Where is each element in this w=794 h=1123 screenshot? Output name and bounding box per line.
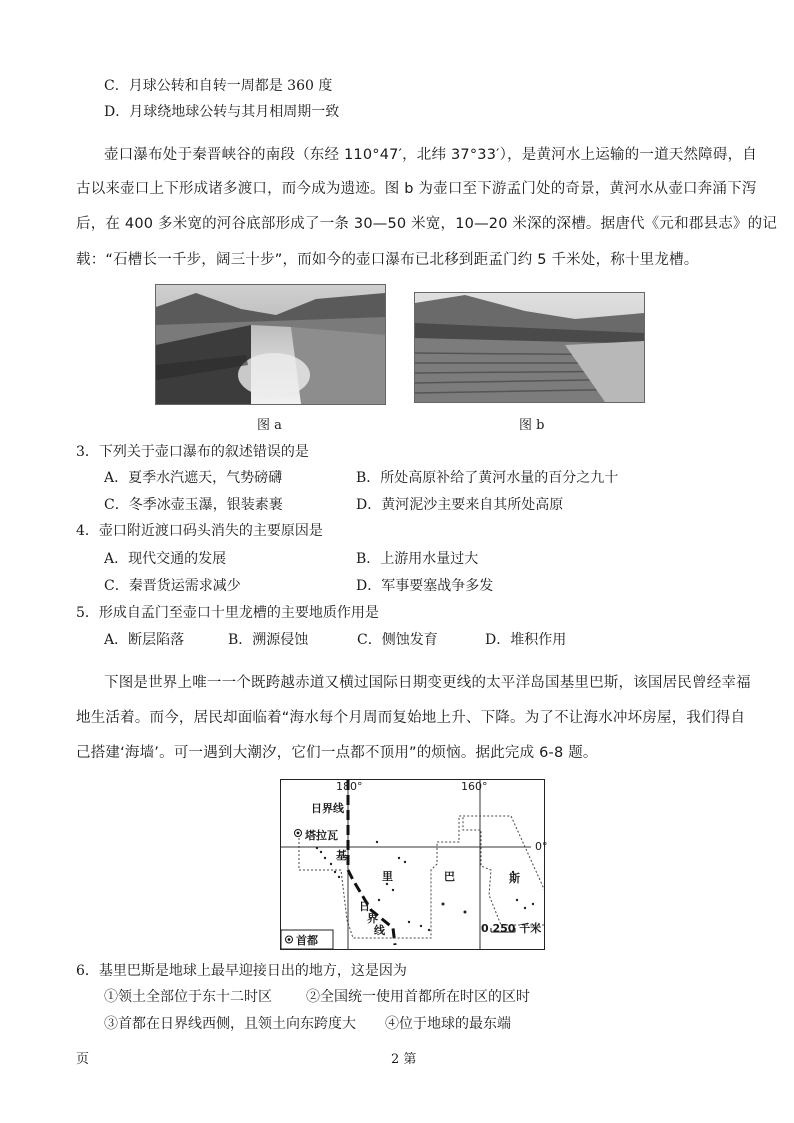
q4-option-d: D．军事要塞战争多发 (356, 578, 494, 594)
figure-a-caption: 图 a (257, 418, 282, 433)
q4-option-b: B．上游用水量过大 (356, 551, 479, 567)
figure-b-caption: 图 b (519, 418, 545, 433)
map-capital-label: 塔拉瓦 (305, 829, 338, 842)
map-country-ji: 基 (336, 849, 347, 862)
q3-stem: 3．下列关于壶口瀑布的叙述错误的是 (76, 444, 309, 460)
map-scale-label: 0 250 千米 (481, 922, 542, 935)
kiribati-map (280, 779, 548, 950)
passage2-line-1: 下图是世界上唯一一个既跨越赤道又横过国际日期变更线的太平洋岛国基里巴斯，该国居民曾经幸福 (104, 675, 751, 691)
q4-option-c: C．秦晋货运需求减少 (104, 578, 241, 594)
passage1-line-3: 后，在 400 多米宽的河谷底部形成了一条 30—50 米宽，10—20 米深的深槽。据唐代《元和郡县志》的记 (76, 216, 778, 232)
q5-option-b: B．溯源侵蚀 (228, 632, 309, 648)
q5-option-c: C．侧蚀发育 (357, 632, 438, 648)
footer-left: 页 (76, 1052, 90, 1067)
q3-option-a: A．夏季水汽遮天，气势磅礴 (104, 470, 283, 486)
q6-option-3: ③首都在日界线西侧，且领土向东跨度大 (104, 1016, 356, 1032)
q6-stem: 6．基里巴斯是地球上最早迎接日出的地方，这是因为 (76, 963, 407, 979)
q4-option-a: A．现代交通的发展 (104, 551, 227, 567)
map-lon-180-label: 180° (336, 780, 363, 793)
q3-option-d: D．黄河泥沙主要来自其所处高原 (356, 497, 564, 513)
q5-option-a: A．断层陷落 (104, 632, 185, 648)
waterfall-photo-a (155, 284, 386, 405)
map-lon-160-label: 160° (461, 780, 488, 793)
map-legend-label: 首都 (296, 934, 318, 947)
page-number: 2 第 (391, 1052, 417, 1067)
passage1-line-1: 壶口瀑布处于秦晋峡谷的南段（东经 110°47′，北纬 37°33′），是黄河水上运输的一道天然障碍，自 (104, 147, 757, 163)
q6-option-1: ①领土全部位于东十二时区 (104, 989, 272, 1005)
passage1-line-2: 古以来壶口上下形成诸多渡口，而今成为遗迹。图 b 为壶口至下游孟门处的奇景，黄河水从壶口奔涌下泻 (76, 181, 757, 197)
map-country-si: 斯 (509, 872, 520, 885)
map-equator-label: 0° (535, 840, 548, 853)
q2-option-d: D．月球绕地球公转与其月相周期一致 (104, 104, 340, 120)
map-dateline-char-3: 线 (374, 924, 385, 937)
map-dateline-label-top: 日界线 (311, 802, 344, 815)
q6-option-2: ②全国统一使用首都所在时区的区时 (306, 989, 530, 1005)
q4-stem: 4．壶口附近渡口码头消失的主要原因是 (76, 523, 323, 539)
q3-option-b: B．所处高原补给了黄河水量的百分之九十 (356, 470, 619, 486)
q5-stem: 5．形成自孟门至壶口十里龙槽的主要地质作用是 (76, 605, 379, 621)
q3-option-c: C．冬季冰壶玉瀑，银装素裹 (104, 497, 283, 513)
q6-option-4: ④位于地球的最东端 (385, 1016, 511, 1032)
passage2-line-2: 地生活着。而今，居民却面临着“海水每个月周而复始地上升、下降。为了不让海水冲坏房屋，我们得自 (76, 710, 746, 726)
map-dateline-char-2: 界 (367, 912, 378, 925)
q5-option-d: D．堆积作用 (485, 632, 567, 648)
passage2-line-3: 己搭建‘海墙’。可一遇到大潮汐，它们一点都不顶用”的烦恼。据此完成 6-8 题。 (76, 745, 598, 761)
passage1-line-4: 载：“石槽长一千步，阔三十步”，而如今的壶口瀑布已北移到距孟门约 5 千米处，称十里龙槽。 (76, 252, 699, 268)
river-channel-photo-b (414, 292, 645, 403)
map-country-ba: 巴 (444, 870, 455, 883)
map-country-li: 里 (382, 870, 393, 883)
map-dateline-char-1: 日 (359, 900, 370, 913)
q2-option-c: C．月球公转和自转一周都是 360 度 (104, 78, 333, 94)
